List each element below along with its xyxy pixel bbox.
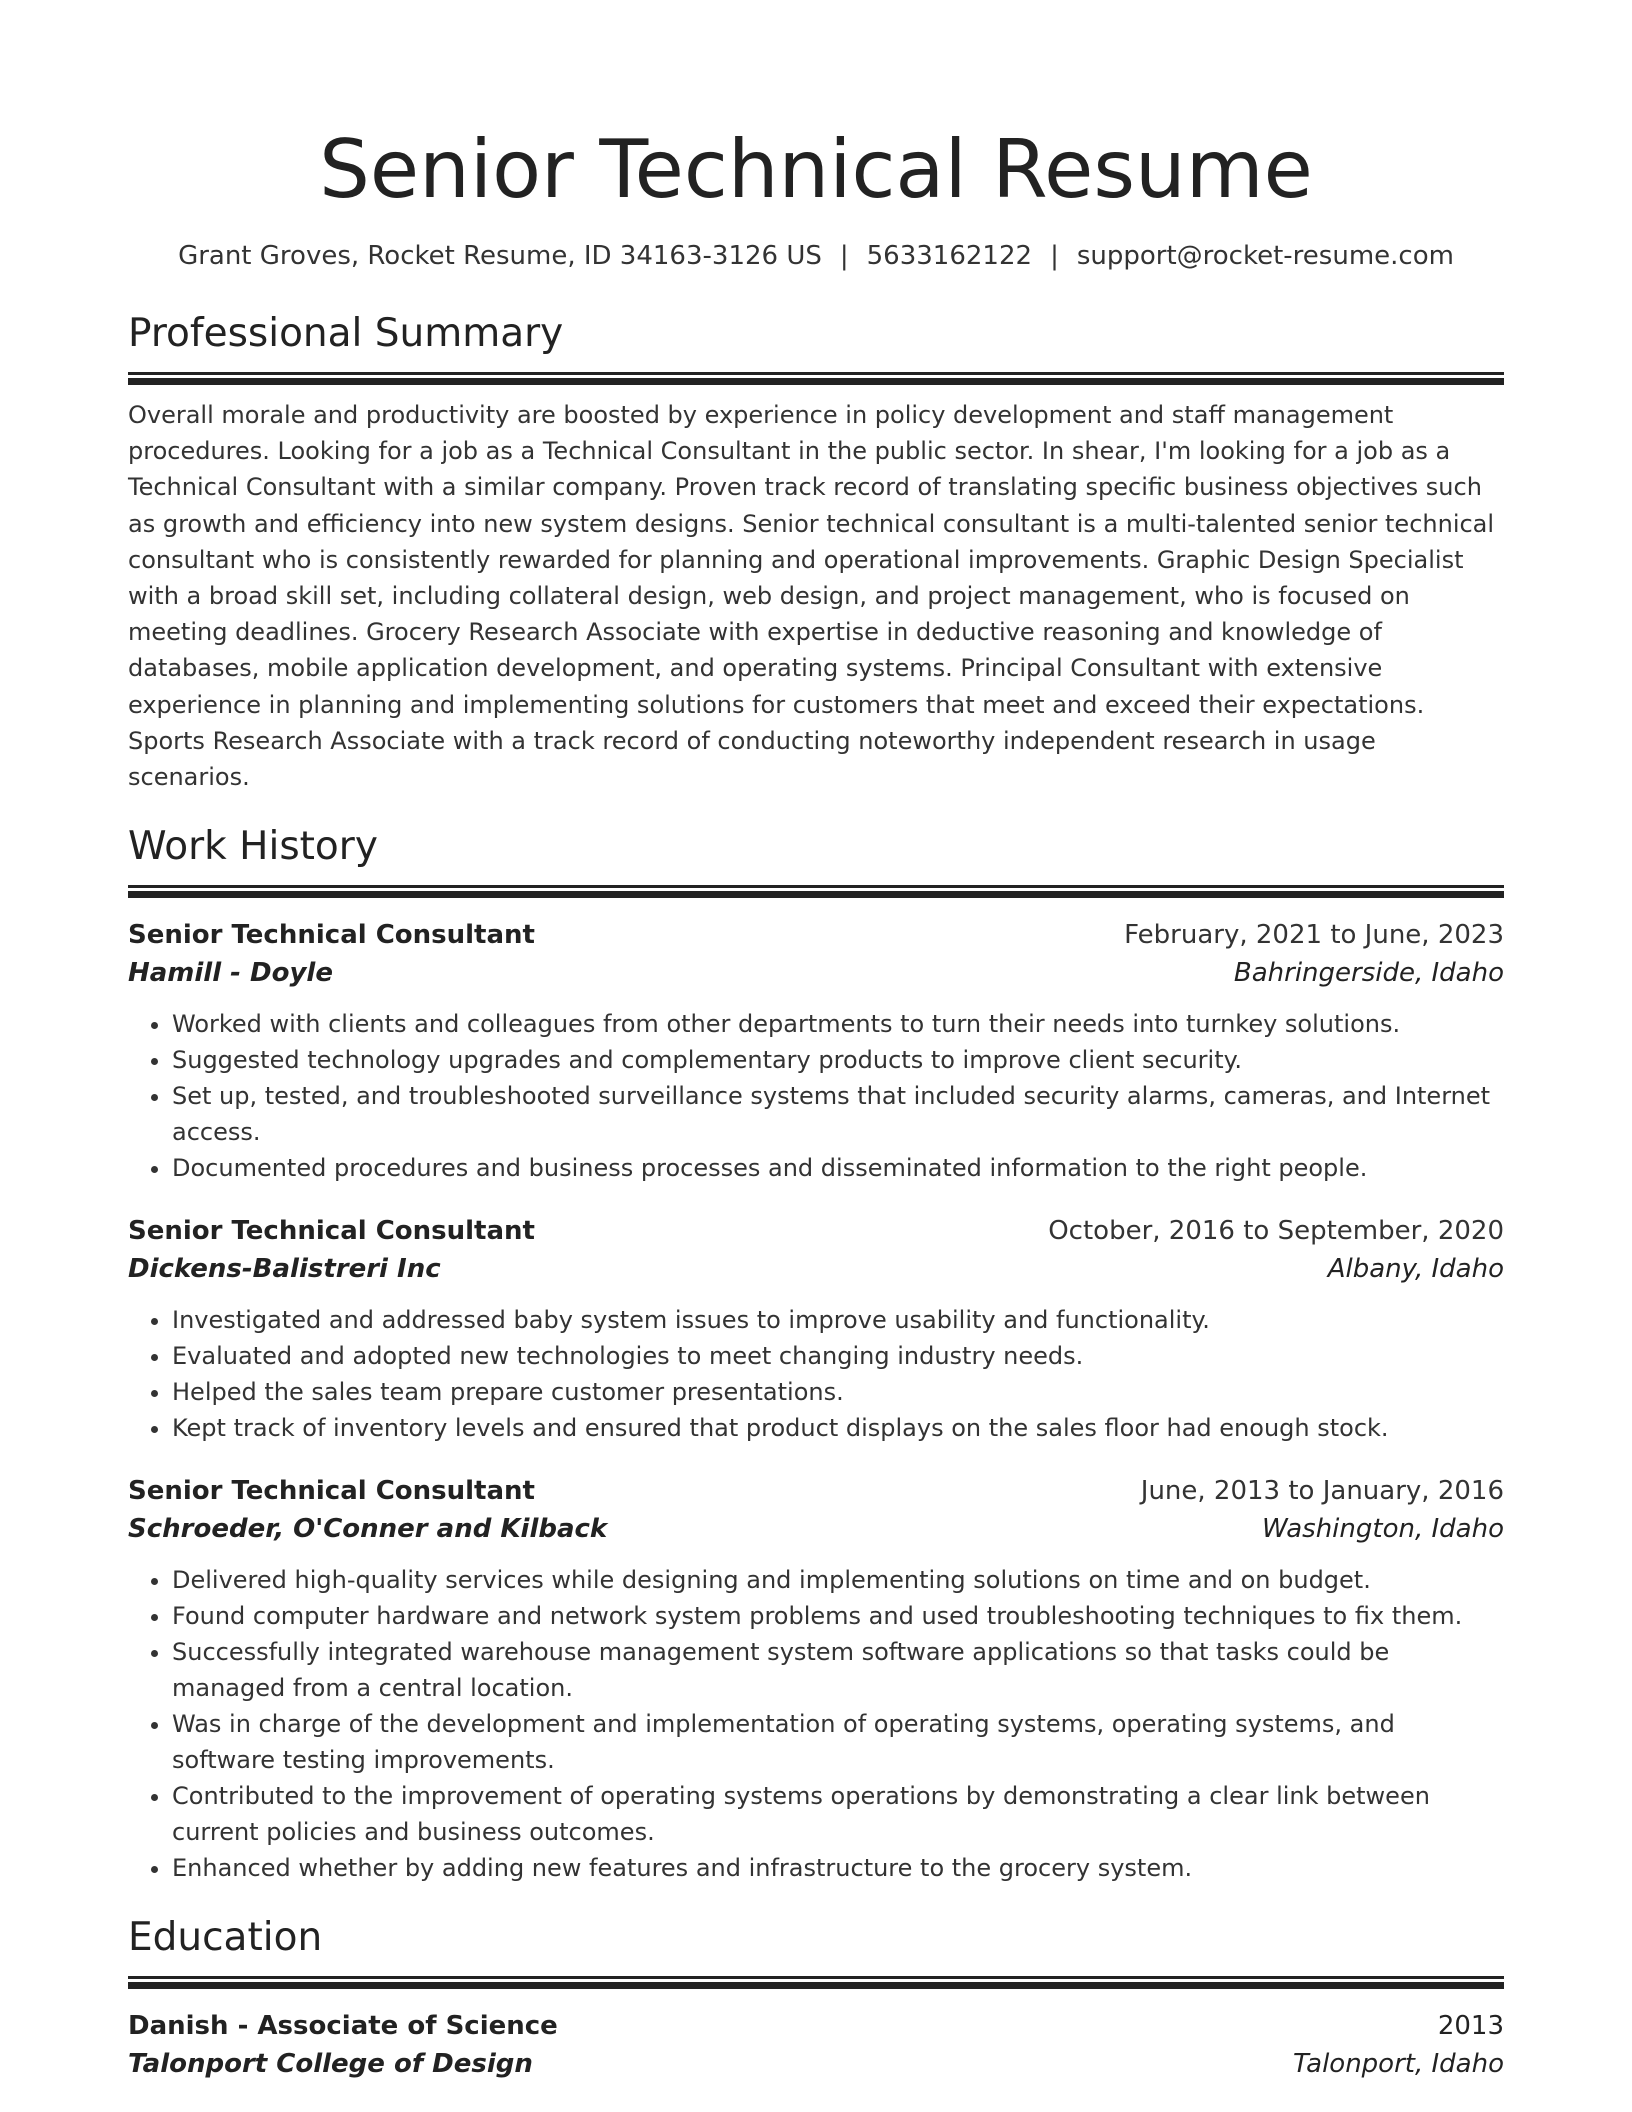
contact-address: Grant Groves, Rocket Resume, ID 34163-3126 US (178, 241, 822, 271)
job-bullet: • Helped the sales team prepare customer presentations. (172, 1374, 1504, 1410)
job-bullet: • Was in charge of the development and implementation of operating systems, operating systems, and software testing improvements. (172, 1706, 1504, 1778)
education-subheader-row (128, 2045, 1504, 2083)
job-location: Albany, Idaho (1327, 1254, 1504, 1285)
contact-line (128, 238, 1504, 274)
education-degree: Danish - Associate of Science (128, 2011, 558, 2042)
contact-email: support@rocket-resume.com (1076, 241, 1454, 271)
job-bullet: • Kept track of inventory levels and ensured that product displays on the sales floor had enough stock. (172, 1410, 1504, 1446)
job-bullet: • Documented procedures and business processes and disseminated information to the right people. (172, 1150, 1504, 1186)
job-bullet: • Investigated and addressed baby system issues to improve usability and functionality. (172, 1302, 1504, 1338)
job-bullet: • Successfully integrated warehouse management system software applications so that tasks could be managed from a central location. (172, 1634, 1504, 1706)
section-heading-work-history: Work History (128, 824, 378, 870)
education-location: Talonport, Idaho (1292, 2049, 1504, 2080)
contact-separator: | (839, 241, 849, 271)
job-bullet: • Enhanced whether by adding new features and infrastructure to the grocery system. (172, 1850, 1504, 1886)
job-entry (128, 1212, 1504, 1446)
job-title: Senior Technical Consultant (128, 1476, 535, 1507)
job-entry (128, 916, 1504, 1186)
job-location: Washington, Idaho (1261, 1514, 1504, 1545)
job-header-row (128, 1212, 1504, 1250)
summary-section (128, 308, 1504, 795)
job-company: Hamill - Doyle (128, 958, 333, 989)
job-bullet: • Found computer hardware and network system problems and used troubleshooting techniques to fix them. (172, 1598, 1504, 1634)
job-title: Senior Technical Consultant (128, 1216, 535, 1247)
job-title: Senior Technical Consultant (128, 920, 535, 951)
contact-phone: 5633162122 (866, 241, 1033, 271)
job-subheader-row (128, 1510, 1504, 1548)
job-dates: October, 2016 to September, 2020 (1048, 1216, 1504, 1247)
job-bullet: • Worked with clients and colleagues from other departments to turn their needs into turnkey solutions. (172, 1006, 1504, 1042)
job-subheader-row (128, 1250, 1504, 1288)
job-company: Dickens-Balistreri Inc (128, 1254, 441, 1285)
education-year: 2013 (1437, 2011, 1504, 2042)
job-bullet: • Evaluated and adopted new technologies to meet changing industry needs. (172, 1338, 1504, 1374)
job-bullet: • Suggested technology upgrades and complementary products to improve client security. (172, 1042, 1504, 1078)
job-bullets (128, 1562, 1504, 1886)
work-history-section (128, 821, 1504, 1886)
job-bullet: • Set up, tested, and troubleshooted surveillance systems that included security alarms, cameras, and Internet access. (172, 1078, 1504, 1150)
section-divider (128, 885, 1504, 898)
job-dates: June, 2013 to January, 2016 (1140, 1476, 1504, 1507)
education-section (128, 1912, 1504, 2083)
job-bullet: • Contributed to the improvement of operating systems operations by demonstrating a clear link between current policies and business outcomes. (172, 1778, 1504, 1850)
job-header-row (128, 916, 1504, 954)
job-bullet: • Delivered high-quality services while designing and implementing solutions on time and on budget. (172, 1562, 1504, 1598)
section-heading-summary: Professional Summary (128, 311, 564, 356)
summary-text: Overall morale and productivity are boosted by experience in policy development and staff management procedures. Looking for a job as a Technical Consultant in the public sector. In shear, I'm looking for a job as a Technical Consultant with a similar company. Proven track record of translating specific business objectives such as growth and efficiency into new system designs. Senior technical consultant is a multi-talented senior technical consultant who is consistently rewarded for planning and operational improvements. Graphic Design Specialist with a broad skill set, including collateral design, web design, and project management, who is focused on meeting deadlines. Grocery Research Associate with expertise in deductive reasoning and knowledge of databases, mobile application development, and operating systems. Principal Consultant with extensive experience in planning and implementing solutions for customers that meet and exceed their expectations. Sports Research Associate with a track record of conducting noteworthy independent research in usage scenarios. (128, 401, 1495, 792)
section-divider (128, 1976, 1504, 1989)
job-subheader-row (128, 954, 1504, 992)
contact-separator: | (1050, 241, 1059, 271)
job-header-row (128, 1472, 1504, 1510)
job-company: Schroeder, O'Conner and Kilback (128, 1514, 608, 1545)
section-divider (128, 372, 1504, 385)
education-header-row (128, 2007, 1504, 2045)
education-entry (128, 2007, 1504, 2083)
education-school: Talonport College of Design (128, 2049, 533, 2080)
resume-title: Senior Technical Resume (319, 123, 1313, 216)
job-bullets (128, 1302, 1504, 1446)
job-bullets (128, 1006, 1504, 1186)
job-entry (128, 1472, 1504, 1886)
job-dates: February, 2021 to June, 2023 (1124, 920, 1504, 951)
section-heading-education: Education (128, 1915, 323, 1961)
job-location: Bahringerside, Idaho (1233, 958, 1504, 989)
